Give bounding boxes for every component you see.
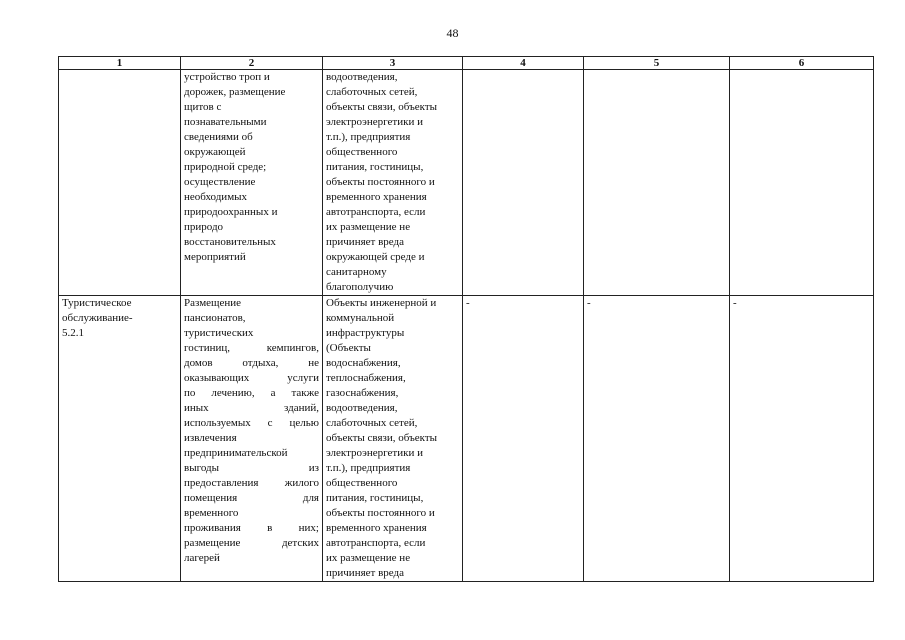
table-row [59,296,874,582]
cell-text-line: пансионатов, [184,312,246,324]
cell-text-line: сведениями об [184,131,253,143]
cell-text-line: предпринимательской [184,447,288,459]
header-col-6: 6 [730,57,874,70]
table-row [59,70,874,296]
row2-use-type-cell [59,296,181,582]
cell-text-line: окружающей [184,146,246,158]
cell-text-line: причиняет вреда [326,567,404,579]
cell-text-line: инфраструктуры [326,327,405,339]
cell-text-line: устройство троп и [184,71,270,83]
cell-text-line: слаботочных сетей, [326,417,418,429]
cell-text-line: причиняет вреда [326,236,404,248]
header-col-4: 4 [463,57,584,70]
cell-text-line: санитарному [326,266,387,278]
cell-text-line: временного хранения [326,522,427,534]
cell-text-line: обслуживание- [62,312,133,324]
cell-text-line: коммунальной [326,312,395,324]
cell-text-line: водоотведения, [326,402,398,414]
cell-text-line: временного хранения [326,191,427,203]
cell-text-line: туристических [184,327,254,339]
land-use-table [58,56,874,582]
cell-text-line: Размещение [184,297,242,309]
cell-text-line: электроэнергетики и [326,447,423,459]
cell-text-line: т.п.), предприятия [326,462,411,474]
cell-text-line: 5.2.1 [62,327,84,339]
cell-text-line: восстановительных [184,236,276,248]
cell-text-line: выгоды из [184,462,319,474]
cell-text-line: окружающей среде и [326,251,425,263]
cell-text-line: питания, гостиницы, [326,161,424,173]
cell-text-line: лагерей [184,552,220,564]
header-row [59,57,874,70]
page-number: 48 [446,26,459,40]
cell-text-line: Объекты инженерной и [326,297,437,309]
cell-text-line: домов отдыха, не [184,357,319,369]
row1-permitted-use-cell [181,70,323,296]
cell-text-line: необходимых [184,191,248,203]
cell-text-line: природо [184,221,224,233]
cell-text-line: питания, гостиницы, [326,492,424,504]
cell-text-line: водоснабжения, [326,357,401,369]
row1-col1-cell [59,70,181,296]
row2-permitted-use-cell [181,296,323,582]
cell-text-line: их размещение не [326,221,411,233]
cell-text-line: используемых с целью [184,417,319,429]
cell-text-line: проживания в них; [184,522,319,534]
cell-text-line: (Объекты [326,342,371,354]
cell-text-line: их размещение не [326,552,411,564]
row2-col4-cell: - [463,296,584,582]
cell-text-line: общественного [326,146,398,158]
cell-text-line: предоставления жилого [184,477,319,489]
cell-text-line: т.п.), предприятия [326,131,411,143]
row2-col5-cell: - [584,296,730,582]
cell-text-line: объекты постоянного и [326,176,435,188]
cell-text-line: объекты постоянного и [326,507,435,519]
row2-auxiliary-use-cell [323,296,463,582]
cell-text-line: оказывающих услуги [184,372,319,384]
cell-text-line: щитов с [184,101,222,113]
row1-col6-cell [730,70,874,296]
cell-text-line: мероприятий [184,251,246,263]
cell-text-line: электроэнергетики и [326,116,423,128]
cell-text-line: по лечению, а также [184,387,319,399]
cell-text-line: водоотведения, [326,71,398,83]
cell-text-line: помещения для [184,492,319,504]
row1-col5-cell [584,70,730,296]
cell-text-line: газоснабжения, [326,387,399,399]
cell-text-line: теплоснабжения, [326,372,406,384]
cell-text-line: гостиниц, кемпингов, [184,342,319,354]
cell-text-line: Туристическое [62,297,132,309]
header-col-2: 2 [181,57,323,70]
header-col-5: 5 [584,57,730,70]
cell-text-line: благополучию [326,281,394,293]
cell-text-line: иных зданий, [184,402,319,414]
row1-auxiliary-use-cell [323,70,463,296]
cell-text-line: познавательными [184,116,267,128]
row1-col4-cell [463,70,584,296]
cell-text-line: осуществление [184,176,256,188]
cell-text-line: дорожек, размещение [184,86,286,98]
cell-text-line: природной среде; [184,161,267,173]
cell-text-line: извлечения [184,432,237,444]
cell-text-line: природоохранных и [184,206,278,218]
cell-text-line: автотранспорта, если [326,537,426,549]
row2-col6-cell: - [730,296,874,582]
header-col-3: 3 [323,57,463,70]
header-col-1: 1 [59,57,181,70]
cell-text-line: объекты связи, объекты [326,101,438,113]
cell-text-line: автотранспорта, если [326,206,426,218]
cell-text-line: слаботочных сетей, [326,86,418,98]
cell-text-line: объекты связи, объекты [326,432,438,444]
cell-text-line: размещение детских [184,537,319,549]
cell-text-line: общественного [326,477,398,489]
cell-text-line: временного [184,507,239,519]
